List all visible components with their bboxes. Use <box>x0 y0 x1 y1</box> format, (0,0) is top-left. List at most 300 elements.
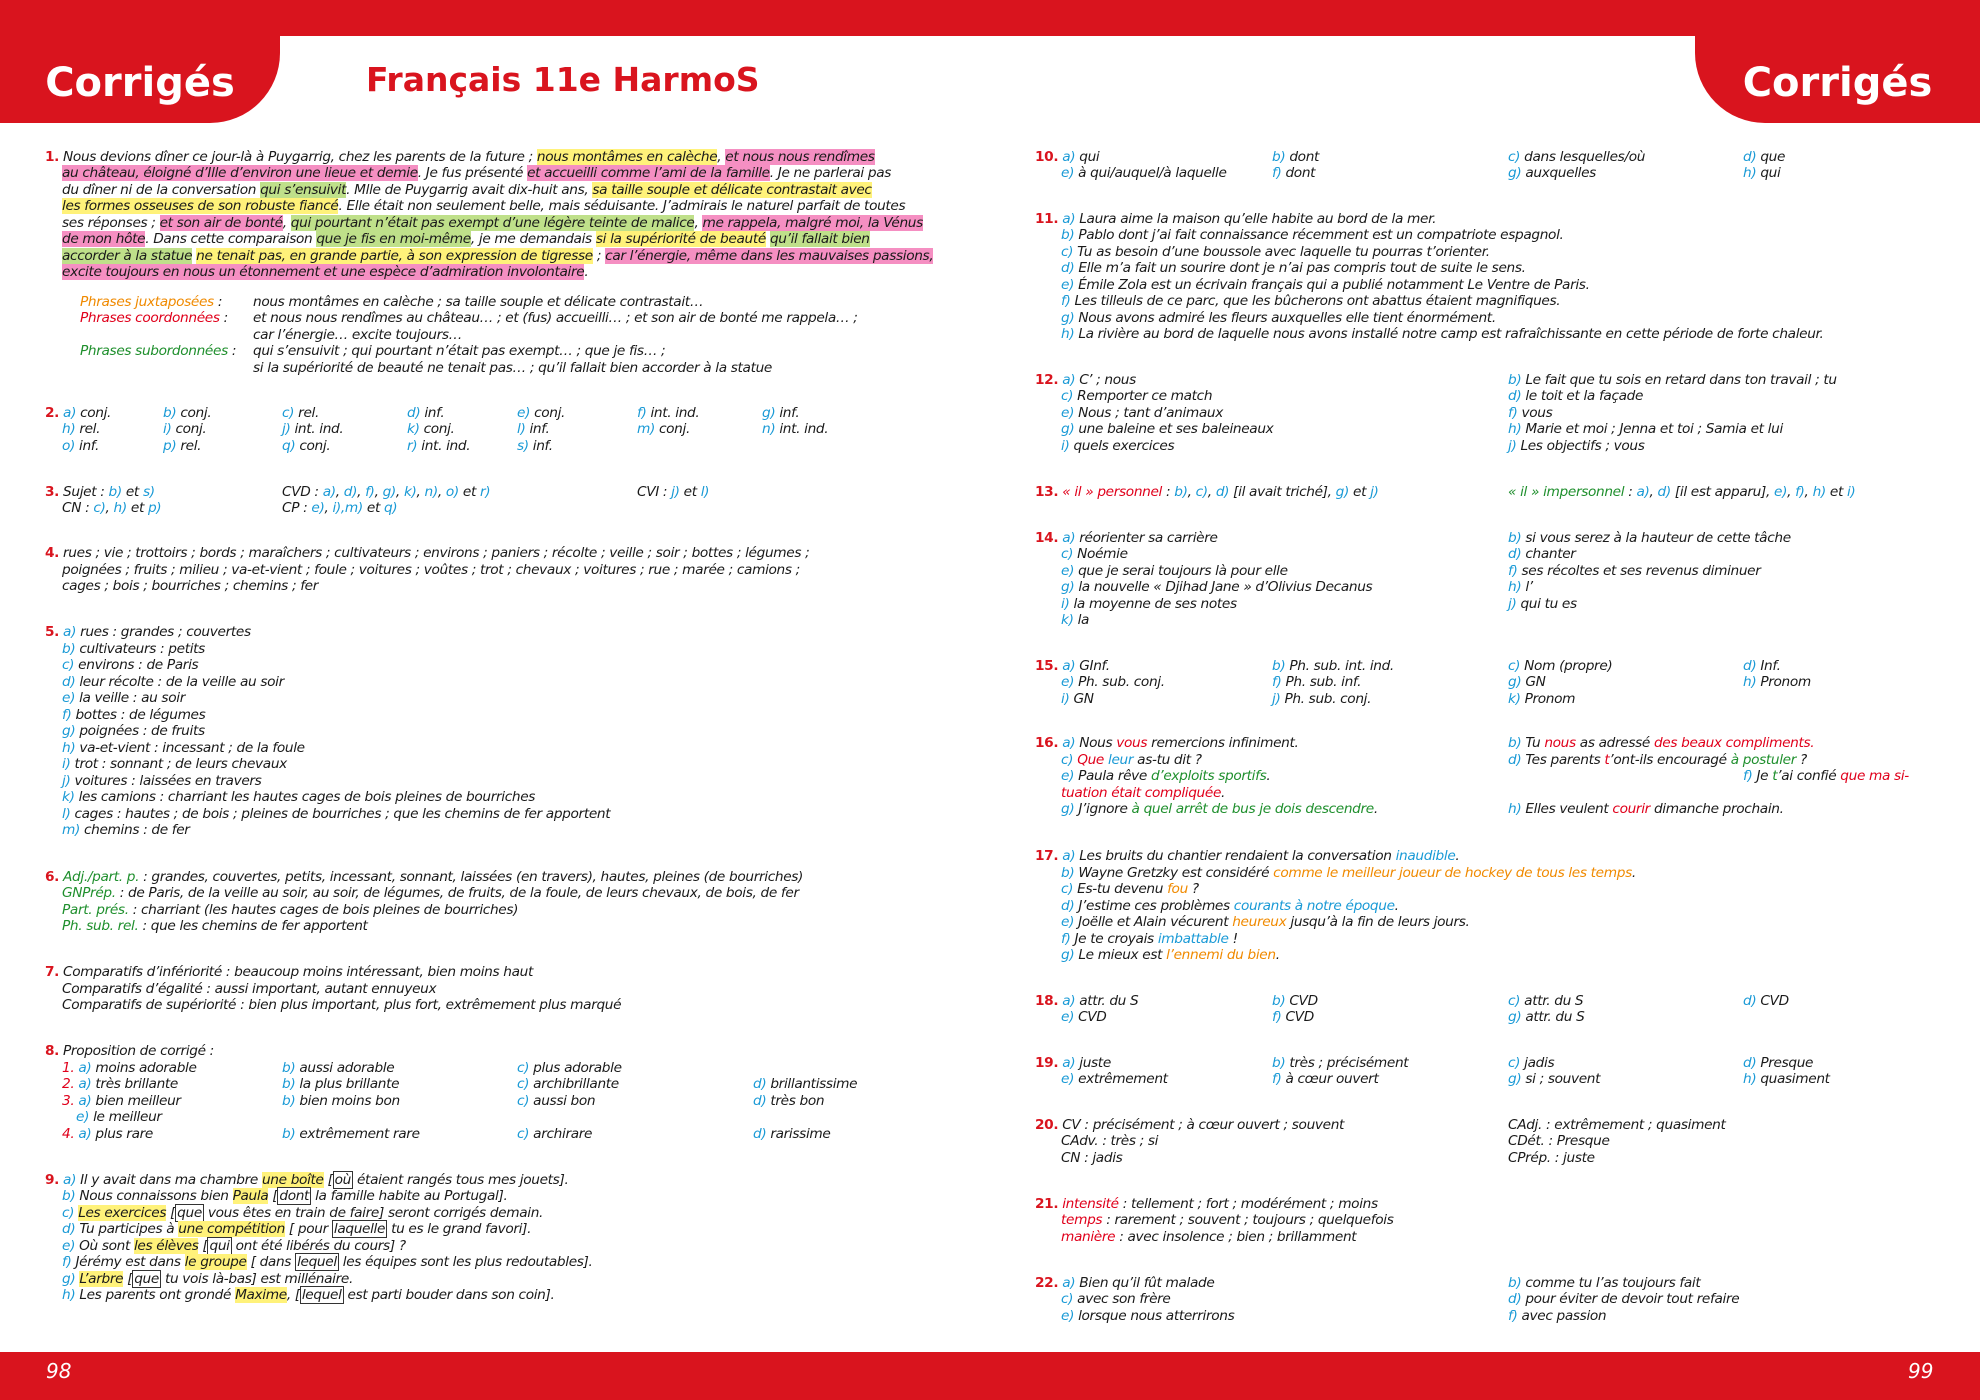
text-run: Jérémy est dans <box>71 1254 185 1270</box>
text-run: i) <box>1061 438 1070 454</box>
answer-line <box>1061 438 1174 455</box>
text-run: m) <box>637 421 655 437</box>
text-run: e) <box>1061 1071 1075 1087</box>
text-run: et <box>1349 484 1371 500</box>
text-run: j) <box>1508 596 1517 612</box>
text-run: h) <box>62 421 76 437</box>
text-run: les camions : charriant les hautes cages de bois pleines de bourriches <box>74 789 536 805</box>
text-run: , <box>1787 484 1796 500</box>
text-run: plus adorable <box>529 1060 622 1076</box>
text-run: Sujet : <box>59 484 109 500</box>
text-run: si vous serez à la hauteur de cette tâche <box>1521 530 1791 546</box>
text-run: Nous <box>1075 735 1117 751</box>
text-run: h) <box>1508 579 1522 595</box>
answer-line <box>62 182 872 199</box>
text-run: b) <box>1272 658 1286 674</box>
text-run: courir <box>1612 801 1650 817</box>
answer-line <box>1272 691 1371 708</box>
text-run: q) <box>383 500 398 516</box>
text-run: conj. <box>176 405 212 421</box>
text-run: b) <box>1508 1275 1522 1291</box>
text-run: Es-tu devenu <box>1073 881 1168 897</box>
text-run: lorsque nous atterrirons <box>1074 1308 1235 1324</box>
answer-line <box>1035 1055 1111 1072</box>
answer-line <box>62 674 284 691</box>
text-run: c) <box>62 1205 75 1221</box>
text-run: la nouvelle « Djihad Jane » d’Olivius Decanus <box>1074 579 1373 595</box>
text-run: C’ ; nous <box>1075 372 1136 388</box>
text-run: a) <box>1062 211 1076 227</box>
text-run: inf. <box>525 421 550 437</box>
answer-line <box>1272 1071 1378 1088</box>
text-run: d’exploits sportifs <box>1151 768 1267 784</box>
text-run: , <box>357 484 366 500</box>
text-run: manière <box>1061 1229 1116 1245</box>
text-run: f) <box>1272 674 1282 690</box>
text-run: à qui/auquel/à laquelle <box>1074 165 1227 181</box>
text-run: . <box>584 264 589 280</box>
text-run: f) <box>1508 1308 1518 1324</box>
answer-line <box>1061 674 1165 691</box>
text-run: dimanche prochain. <box>1649 801 1784 817</box>
text-run: dans lesquelles/où <box>1520 149 1646 165</box>
text-run: Il y avait dans ma chambre <box>76 1172 262 1188</box>
text-run: b) <box>1508 530 1522 546</box>
text-run: [ <box>123 1271 133 1287</box>
text-run: , <box>105 500 114 516</box>
text-run: Ph. sub. conj. <box>1074 674 1165 690</box>
text-run: CVD <box>1285 993 1318 1009</box>
text-run: c) <box>1061 752 1074 768</box>
answer-line <box>1061 931 1238 948</box>
answer-line <box>1061 326 1824 343</box>
text-run: l’ennemi du bien <box>1166 947 1276 963</box>
text-run: ? <box>1796 752 1807 768</box>
text-run: qui s’ensuivit ; qui pourtant n’était pas exempt… ; que je fis… ; <box>253 343 666 359</box>
text-run: 2. <box>62 1076 75 1092</box>
text-run: t <box>1604 752 1610 768</box>
text-run: bottes : de légumes <box>71 707 206 723</box>
text-run: quels exercices <box>1069 438 1175 454</box>
text-run: nous montâmes en calèche <box>536 149 718 165</box>
answer-line <box>1508 1055 1554 1072</box>
text-run: int. ind. <box>290 421 344 437</box>
text-run: conj. <box>530 405 566 421</box>
text-run: : charriant (les hautes cages de bois pleines de bourriches) <box>128 902 519 918</box>
text-run: et <box>362 500 384 516</box>
text-run: g) <box>1508 674 1522 690</box>
text-run: e) <box>62 690 76 706</box>
text-run: nous montâmes en calèche ; sa taille souple et délicate contrastait… <box>253 294 704 310</box>
text-run: que je serai toujours là pour elle <box>1074 563 1288 579</box>
text-run: « il » impersonnel <box>1508 484 1625 500</box>
answer-line <box>1508 563 1761 580</box>
text-run: s) <box>142 484 155 500</box>
text-run: une boîte <box>261 1172 324 1188</box>
text-run: a) <box>1062 372 1076 388</box>
text-run: inf. <box>75 438 100 454</box>
text-run: Phrases juxtaposées <box>80 294 214 310</box>
text-run: 16. <box>1035 735 1059 751</box>
text-run: une baleine et ses baleineaux <box>1074 421 1274 437</box>
text-run: , <box>374 484 383 500</box>
answer-line <box>1743 768 1909 785</box>
text-run: b) <box>1061 865 1075 881</box>
answer-line <box>62 1254 593 1271</box>
answer-line <box>62 707 205 724</box>
text-run: J’estime ces problèmes <box>1074 898 1234 914</box>
text-run: d) <box>753 1093 767 1109</box>
text-run: Que <box>1077 752 1105 768</box>
text-run: conj. <box>654 421 690 437</box>
text-run: car l’énergie… excite toujours… <box>253 327 462 343</box>
answer-line <box>1272 1009 1314 1026</box>
answer-line <box>62 740 305 757</box>
text-run: d) <box>1743 658 1757 674</box>
answer-line <box>637 484 709 501</box>
text-run: e) <box>1061 165 1075 181</box>
answer-line <box>1035 1117 1344 1134</box>
answer-line <box>1061 405 1223 422</box>
text-run: comme le meilleur joueur de hockey de tous les temps <box>1273 865 1632 881</box>
text-run: que <box>177 1205 202 1221</box>
text-run: qui s’ensuivit <box>260 182 347 198</box>
text-run: . <box>1455 848 1460 864</box>
text-run: a) <box>1636 484 1650 500</box>
text-run: g) <box>1335 484 1350 500</box>
text-run: a) <box>322 484 336 500</box>
answer-line <box>1508 388 1643 405</box>
text-run: . <box>1631 865 1636 881</box>
text-run: c) <box>1508 658 1521 674</box>
text-run: Les tilleuls de ce parc, que les bûcherons ont abattus étaient magnifiques. <box>1070 293 1561 309</box>
text-run: CVD <box>1074 1009 1107 1025</box>
text-run: que <box>1756 149 1786 165</box>
text-run: 22. <box>1035 1275 1059 1291</box>
answer-line <box>1061 277 1590 294</box>
text-run: 4. <box>62 1126 75 1142</box>
answer-line <box>62 578 318 595</box>
text-run: c) <box>62 657 75 673</box>
text-run: b) <box>282 1093 296 1109</box>
text-run: m) <box>62 822 80 838</box>
text-run: Tu <box>1521 735 1545 751</box>
text-run: la veille : au soir <box>75 690 185 706</box>
text-run: jadis <box>1520 1055 1555 1071</box>
text-run: inf. <box>775 405 800 421</box>
answer-line <box>1061 785 1225 802</box>
text-run: i) <box>1846 484 1856 500</box>
answer-line <box>1508 596 1577 613</box>
text-run: [il avait triché], <box>1229 484 1336 500</box>
text-run: d) <box>1061 260 1075 276</box>
text-run: c) <box>517 1076 530 1092</box>
answer-line <box>163 405 211 422</box>
text-run: f) <box>1272 165 1282 181</box>
text-run: Pablo dont j’ai fait connaissance récemment est un compatriote espagnol. <box>1074 227 1564 243</box>
text-run: environs : de Paris <box>74 657 199 673</box>
text-run: h) <box>62 1287 76 1303</box>
text-run: trot : sonnant ; de leurs chevaux <box>70 756 287 772</box>
text-run: du dîner ni de la conversation <box>62 182 261 198</box>
text-run: g) <box>1508 1071 1522 1087</box>
answer-line <box>1508 735 1814 752</box>
text-run: le toit et la façade <box>1521 388 1644 404</box>
text-run: Nom (propre) <box>1520 658 1613 674</box>
text-run: , <box>416 484 425 500</box>
answer-line <box>62 997 621 1014</box>
text-run: f) <box>637 405 647 421</box>
answer-line <box>62 1205 543 1222</box>
answer-line <box>1061 260 1526 277</box>
text-run: inf. <box>528 438 553 454</box>
answer-line <box>1061 546 1128 563</box>
text-run: Ph. sub. conj. <box>1280 691 1372 707</box>
answer-line <box>1061 596 1237 613</box>
text-run: pour éviter de devoir tout refaire <box>1521 1291 1740 1307</box>
text-run: a) <box>63 1172 77 1188</box>
answer-line <box>1508 421 1783 438</box>
text-run: . <box>1221 785 1226 801</box>
text-run: Proposition de corrigé : <box>59 1043 214 1059</box>
text-run: 15. <box>1035 658 1059 674</box>
text-run: n) <box>424 484 438 500</box>
answer-line <box>1508 801 1784 818</box>
answer-line <box>762 405 799 422</box>
text-run: ; <box>592 248 606 264</box>
text-run: b) <box>282 1060 296 1076</box>
text-run: 3. <box>45 484 60 500</box>
corriges-tab-right: Corrigés <box>1742 59 1933 106</box>
text-run: et nous nous rendîmes au château… ; et (fus) accueilli… ; et son air de bonté me rappela… ; <box>253 310 858 326</box>
text-run: . <box>1266 768 1271 784</box>
answer-line <box>282 500 397 517</box>
text-run: où <box>334 1172 351 1188</box>
text-run: b) <box>1272 993 1286 1009</box>
answer-line <box>253 327 462 344</box>
text-run: si ; souvent <box>1521 1071 1601 1087</box>
text-run: d) <box>62 1221 76 1237</box>
text-run: h) <box>1508 801 1522 817</box>
text-run: ses réponses ; <box>62 215 160 231</box>
text-run: g) <box>1061 421 1075 437</box>
text-run: k) <box>62 789 75 805</box>
text-run: e) <box>62 1238 76 1254</box>
text-run: d) <box>343 484 358 500</box>
answer-line <box>62 806 610 823</box>
text-run: Wayne Gretzky est considéré <box>1074 865 1274 881</box>
text-run: c) <box>1061 244 1074 260</box>
answer-line <box>62 902 518 919</box>
text-run: j) <box>1272 691 1281 707</box>
text-run: conj. <box>76 405 112 421</box>
text-run: , <box>717 149 726 165</box>
text-run: l’ <box>1521 579 1533 595</box>
text-run: , <box>1187 484 1196 500</box>
text-run: CAdv. : très ; si <box>1061 1133 1159 1149</box>
text-run: a) <box>1062 848 1076 864</box>
text-run: étaient rangés tous mes jouets]. <box>352 1172 569 1188</box>
text-run: très ; précisément <box>1285 1055 1409 1071</box>
text-run: e) <box>1774 484 1788 500</box>
text-run: Ph. sub. rel. <box>62 918 139 934</box>
text-run: : <box>1162 484 1175 500</box>
text-run: int. ind. <box>646 405 700 421</box>
text-run: CVD <box>1281 1009 1314 1025</box>
answer-line <box>1061 865 1636 882</box>
text-run: 5. <box>45 624 60 640</box>
answer-line <box>62 1238 406 1255</box>
answer-line <box>62 1221 531 1238</box>
answer-line <box>1272 1055 1408 1072</box>
text-run: e) <box>311 500 325 516</box>
answer-line <box>62 756 287 773</box>
text-run: à quel arrêt de bus je dois descendre <box>1131 801 1374 817</box>
text-run: Nous connaissons bien <box>75 1188 233 1204</box>
answer-line <box>282 405 319 422</box>
text-run: , <box>694 215 703 231</box>
text-run: CPrép. : juste <box>1508 1150 1595 1166</box>
text-run: J’ignore <box>1074 801 1132 817</box>
answer-line <box>1061 1308 1234 1325</box>
text-run: temps <box>1061 1212 1103 1228</box>
text-run: Les parents ont grondé <box>75 1287 236 1303</box>
text-run: , [ <box>286 1287 300 1303</box>
text-run: , <box>437 484 446 500</box>
answer-line <box>1743 165 1780 182</box>
answer-line <box>62 1188 507 1205</box>
answer-line <box>1061 244 1490 261</box>
text-run: : rarement ; souvent ; toujours ; quelquefois <box>1102 1212 1394 1228</box>
answer-line <box>62 773 261 790</box>
answer-line <box>45 405 111 422</box>
text-run: Où sont <box>75 1238 134 1254</box>
text-run: h) <box>1508 421 1522 437</box>
answer-line <box>1061 947 1280 964</box>
text-run: auxquelles <box>1521 165 1596 181</box>
answer-line <box>1272 658 1394 675</box>
text-run: Les bruits du chantier rendaient la conversation <box>1075 848 1396 864</box>
answer-line <box>517 1126 592 1143</box>
text-run: jusqu’à la fin de leurs jours. <box>1286 914 1470 930</box>
answer-line <box>253 343 665 360</box>
text-run: e) <box>517 405 531 421</box>
text-run: 2. <box>45 405 60 421</box>
text-run: Elle m’a fait un sourire dont je n’ai pas compris tout de suite le sens. <box>1074 260 1526 276</box>
answer-line <box>1272 993 1318 1010</box>
text-run: Je <box>1752 768 1773 784</box>
text-run: au château, éloigné d’Ille d’environ une lieue et demie <box>62 165 418 181</box>
text-run: j) <box>671 484 680 500</box>
text-run: b) <box>163 405 177 421</box>
answer-line <box>163 421 206 438</box>
answer-line <box>45 624 251 641</box>
answer-line <box>517 405 565 422</box>
text-run: b) <box>1272 1055 1286 1071</box>
text-run: 8. <box>45 1043 60 1059</box>
text-run: a) <box>78 1093 92 1109</box>
text-run: . <box>1275 947 1280 963</box>
text-run: . <box>1394 898 1399 914</box>
answer-line <box>1061 388 1212 405</box>
text-run: c) <box>1195 484 1208 500</box>
text-run: , <box>1649 484 1658 500</box>
text-run: me rappela, malgré moi, la Vénus <box>702 215 923 231</box>
text-run: a) <box>78 1126 92 1142</box>
text-run: CN : <box>62 500 94 516</box>
text-run: réorienter sa carrière <box>1075 530 1218 546</box>
text-run: b) <box>282 1076 296 1092</box>
text-run: chemins : de fer <box>79 822 190 838</box>
text-run: k) <box>407 421 420 437</box>
text-run: d) <box>407 405 421 421</box>
answer-line <box>1035 211 1436 228</box>
text-run: le groupe <box>184 1254 247 1270</box>
text-run: brillantissime <box>766 1076 858 1092</box>
text-run: les élèves <box>133 1238 199 1254</box>
text-run: q) <box>282 438 296 454</box>
text-run: conj. <box>171 421 207 437</box>
answer-line <box>1508 484 1855 501</box>
text-run: inaudible <box>1395 848 1456 864</box>
text-run: , <box>282 215 291 231</box>
text-run: CDét. : Presque <box>1508 1133 1610 1149</box>
answer-line <box>1508 1009 1584 1026</box>
text-run: d) <box>1657 484 1671 500</box>
text-run: que ma si- <box>1840 768 1909 784</box>
text-run: Noémie <box>1073 546 1128 562</box>
text-run: Pronom <box>1520 691 1576 707</box>
text-run: d) <box>1215 484 1230 500</box>
answer-line <box>1508 165 1596 182</box>
answer-line <box>80 294 222 311</box>
answer-line <box>1035 1275 1214 1292</box>
text-run: a) <box>1062 1055 1076 1071</box>
text-run: vous êtes en train de faire] seront corrigés demain. <box>203 1205 544 1221</box>
answer-line <box>80 343 236 360</box>
text-run: quasiment <box>1756 1071 1830 1087</box>
answer-line <box>1061 1133 1158 1150</box>
answer-line <box>1508 405 1552 422</box>
text-run: , <box>324 500 333 516</box>
text-run: c) <box>1061 388 1074 404</box>
answer-line <box>517 1093 595 1110</box>
text-run: : <box>1624 484 1637 500</box>
text-run: Adj./part. p. <box>63 869 140 885</box>
text-run: ’ont-ils encouragé <box>1609 752 1731 768</box>
text-run: k) <box>1508 691 1521 707</box>
text-run: a) <box>1062 993 1076 1009</box>
text-run: que <box>134 1271 159 1287</box>
answer-line <box>517 1060 622 1077</box>
text-run: si la supériorité de beauté ne tenait pas… ; qu’il fallait bien accorder à la statue <box>253 360 772 376</box>
text-run: Remporter ce match <box>1073 388 1213 404</box>
page-title: Français 11e HarmoS <box>366 60 760 99</box>
text-run: Nous avons admiré les fleurs auxquelles elle tient énormément. <box>1074 310 1496 326</box>
answer-line <box>282 1093 400 1110</box>
text-run: as adressé <box>1575 735 1654 751</box>
answer-line <box>1508 438 1645 455</box>
text-run: qui <box>209 1238 230 1254</box>
answer-line <box>163 438 201 455</box>
text-run: int. ind. <box>775 421 829 437</box>
text-run: g) <box>1061 947 1075 963</box>
text-run: c) <box>282 405 295 421</box>
text-run: Tes parents <box>1521 752 1605 768</box>
answer-line <box>1061 612 1089 629</box>
text-run: archibrillante <box>529 1076 619 1092</box>
text-run: e) <box>1061 563 1075 579</box>
